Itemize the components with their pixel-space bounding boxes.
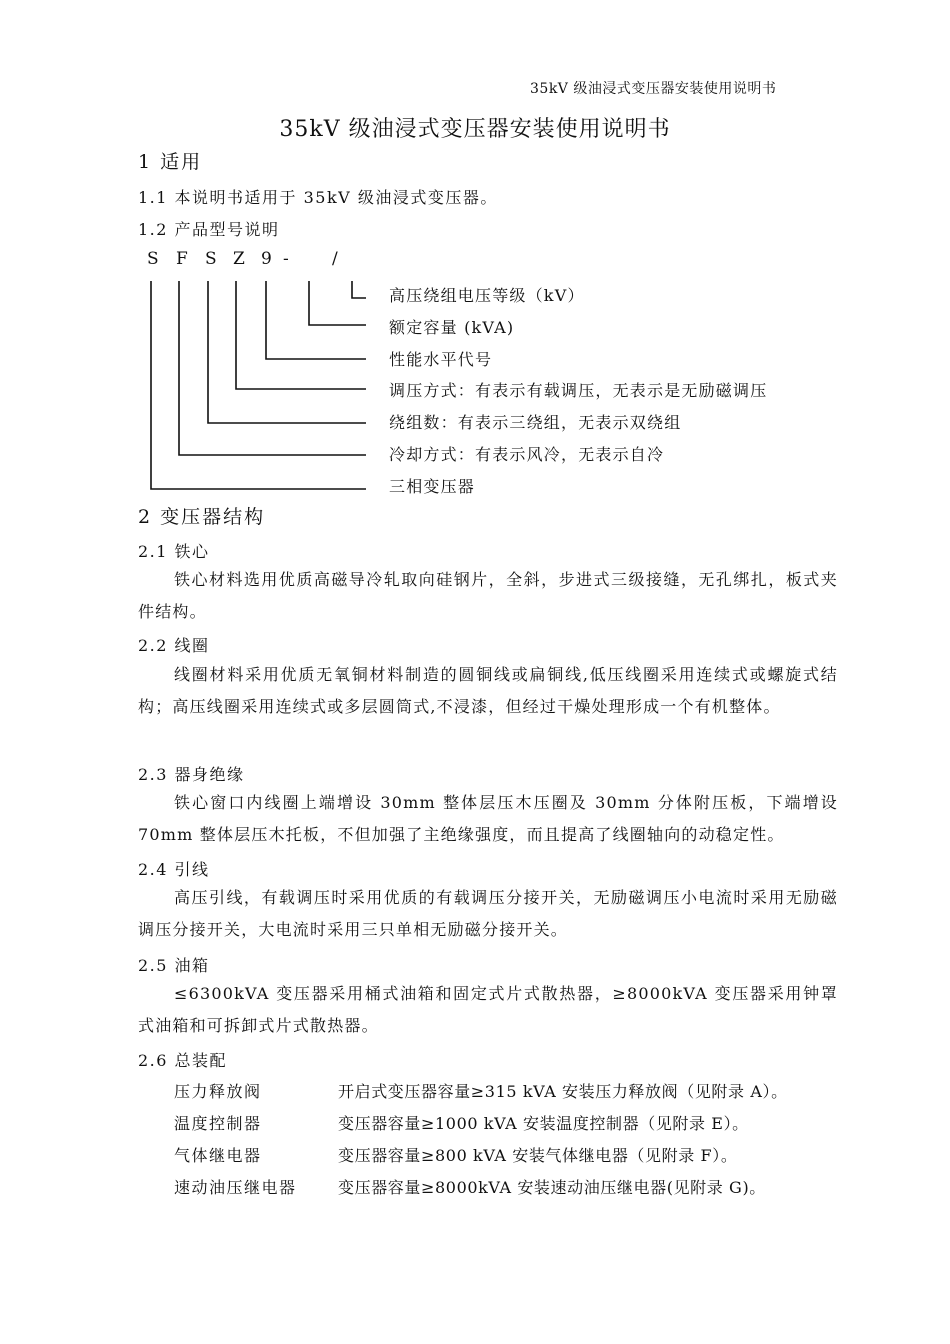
section-2-3-text: 铁心窗口内线圈上端增设 30mm 整体层压木压圈及 30mm 分体附压板，下端增设 70mm 整体层压木托板，不但加强了主绝缘强度，而且提高了线圈轴向的动稳定性。: [138, 793, 838, 844]
assembly-row-desc: 变压器容量≥800 kVA 安装气体继电器（见附录 F）。: [338, 1146, 738, 1165]
bracket-line-performance: [266, 281, 366, 359]
legend-cooling: 冷却方式：有表示风冷，无表示自冷: [389, 445, 665, 464]
code-letter-f: F: [176, 249, 188, 269]
code-letter-z: Z: [233, 249, 245, 269]
bracket-line-voltage: [352, 281, 366, 298]
document-title: 35kV 级油浸式变压器安装使用说明书: [279, 117, 671, 142]
bracket-line-capacity: [309, 281, 366, 325]
code-letter-s1: S: [147, 249, 159, 269]
legend-voltage: 高压绕组电压等级（kV）: [389, 286, 585, 305]
bracket-line-tap: [236, 281, 366, 389]
code-letter-slash: /: [332, 249, 338, 269]
code-letter-9: 9: [261, 249, 272, 269]
legend-performance: 性能水平代号: [389, 350, 493, 369]
bracket-line-cooling: [179, 281, 366, 455]
section-2-heading: 2 变压器结构: [138, 506, 266, 528]
section-2-1-heading: 2.1 铁心: [138, 542, 210, 561]
section-2-1-text: 铁心材料选用优质高磁导冷轧取向硅钢片，全斜，步进式三级接缝，无孔绑扎，板式夹件结构。: [138, 570, 838, 621]
code-letter-dash: -: [283, 249, 289, 269]
assembly-row-desc: 开启式变压器容量≥315 kVA 安装压力释放阀（见附录 A）。: [338, 1082, 788, 1101]
legend-capacity: 额定容量 (kVA): [389, 318, 515, 337]
bracket-line-winding: [208, 281, 366, 423]
section-2-4-text: 高压引线，有载调压时采用优质的有载调压分接开关，无励磁调压小电流时采用无励磁调压分接开关，大电流时采用三只单相无励磁分接开关。: [138, 888, 838, 939]
legend-tap-changing: 调压方式：有表示有载调压，无表示是无励磁调压: [389, 381, 768, 400]
section-2-4-heading: 2.4 引线: [138, 860, 210, 879]
assembly-row-name: 压力释放阀: [174, 1082, 262, 1101]
code-letter-s2: S: [205, 249, 217, 269]
assembly-row-desc: 变压器容量≥1000 kVA 安装温度控制器（见附录 E）。: [338, 1114, 749, 1133]
section-1-heading: 1 适用: [138, 151, 203, 173]
section-2-5-heading: 2.5 油箱: [138, 956, 210, 975]
bracket-line-phase: [151, 281, 366, 489]
section-2-2-text: 线圈材料采用优质无氧铜材料制造的圆铜线或扁铜线,低压线圈采用连续式或螺旋式结构；高压线圈采用连续式或多层圆筒式,不浸漆，但经过干燥处理形成一个有机整体。: [138, 665, 838, 716]
page-header: 35kV 级油浸式变压器安装使用说明书: [530, 81, 777, 97]
section-2-3-heading: 2.3 器身绝缘: [138, 765, 245, 784]
section-2-5-text: ≤6300kVA 变压器采用桶式油箱和固定式片式散热器，≥8000kVA 变压器采用钟罩式油箱和可拆卸式片式散热器。: [138, 984, 838, 1035]
assembly-row-desc: 变压器容量≥8000kVA 安装速动油压继电器(见附录 G)。: [338, 1178, 766, 1197]
assembly-row-name: 温度控制器: [174, 1114, 262, 1133]
section-2-2-heading: 2.2 线圈: [138, 636, 210, 655]
section-1-1: 1.1 本说明书适用于 35kV 级油浸式变压器。: [138, 188, 498, 207]
legend-three-phase: 三相变压器: [389, 477, 476, 496]
section-2-6-heading: 2.6 总装配: [138, 1051, 228, 1070]
assembly-row-name: 气体继电器: [174, 1146, 262, 1165]
section-1-2: 1.2 产品型号说明: [138, 220, 280, 239]
legend-windings: 绕组数：有表示三绕组，无表示双绕组: [389, 413, 682, 432]
assembly-row-name: 速动油压继电器: [174, 1178, 297, 1197]
